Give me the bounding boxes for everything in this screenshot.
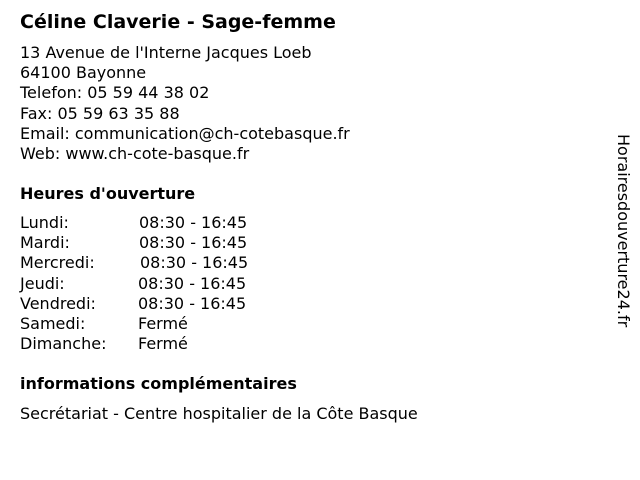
phone-number: Telefon: 05 59 44 38 02: [20, 83, 210, 103]
opening-hours-heading: Heures d'ouverture: [20, 184, 196, 203]
day-label: Jeudi:: [20, 273, 65, 293]
time-value: 08:30 - 16:45: [140, 253, 249, 273]
hours-row-monday: [20, 213, 320, 233]
day-label: Lundi:: [20, 213, 69, 232]
opening-hours-table: [20, 213, 320, 354]
day-label: Mardi:: [20, 233, 70, 253]
additional-info-text: Secrétariat - Centre hospitalier de la Côte Basque: [20, 404, 418, 423]
day-label: Mercredi:: [20, 253, 95, 273]
day-label: Samedi:: [20, 313, 86, 333]
time-value: Fermé: [138, 334, 188, 354]
contact-block: [20, 43, 350, 164]
address-city: 64100 Bayonne: [20, 63, 147, 83]
day-label: Vendredi:: [20, 293, 96, 313]
day-label: Dimanche:: [20, 334, 107, 354]
hours-row-wednesday: [20, 253, 320, 273]
brand-watermark: Horairesdouverture24.fr: [614, 134, 633, 328]
page-title: Céline Claverie - Sage-femme: [20, 11, 336, 33]
website-url: Web: www.ch-cote-basque.fr: [20, 143, 250, 163]
fax-number: Fax: 05 59 63 35 88: [20, 103, 180, 123]
address-street: 13 Avenue de l'Interne Jacques Loeb: [20, 43, 312, 62]
hours-row-tuesday: [20, 233, 320, 253]
time-value: Fermé: [138, 313, 188, 333]
email-address: Email: communication@ch-cotebasque.fr: [20, 123, 350, 143]
time-value: 08:30 - 16:45: [138, 273, 247, 293]
hours-row-friday: [20, 294, 320, 314]
time-value: 08:30 - 16:45: [139, 233, 248, 253]
hours-row-saturday: [20, 314, 320, 334]
additional-info-heading: informations complémentaires: [20, 374, 297, 393]
hours-row-thursday: [20, 274, 320, 294]
hours-row-sunday: [20, 334, 320, 354]
time-value: 08:30 - 16:45: [139, 213, 248, 232]
time-value: 08:30 - 16:45: [138, 293, 247, 313]
